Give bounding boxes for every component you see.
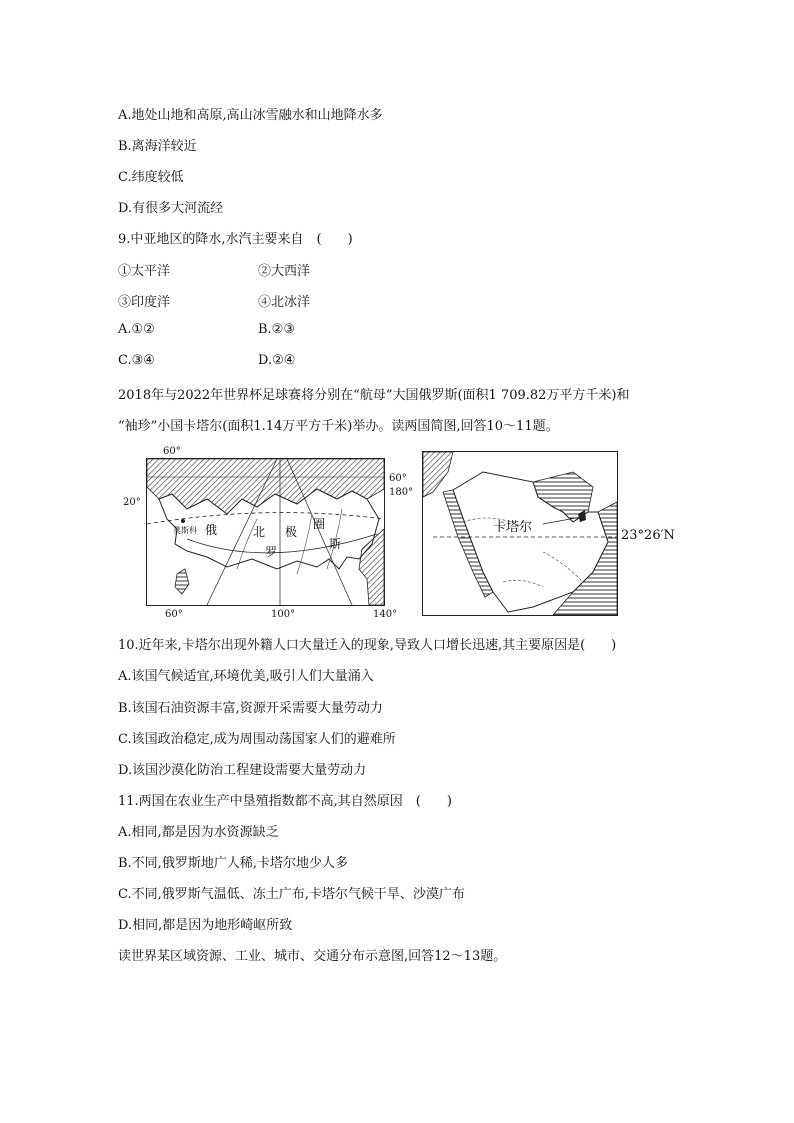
intro-12-13: 读世界某区域资源、工业、城市、交通分布示意图,回答12～13题。 xyxy=(118,949,507,964)
q8-option-a: A.地处山地和高原,高山冰雪融水和山地降水多 xyxy=(118,108,383,123)
q8-option-c: C.纬度较低 xyxy=(118,170,184,185)
russia-char-6: 斯 xyxy=(329,537,342,551)
q10-option-a: A.该国气候适宜,环境优美,吸引人们大量涌入 xyxy=(118,669,374,684)
russia-lon-180-label: 180° xyxy=(389,487,414,498)
q11-option-c: C.不同,俄罗斯气温低、冻土广布,卡塔尔气候干旱、沙漠广布 xyxy=(118,887,465,902)
q9-item-2: ②大西洋 xyxy=(258,264,311,279)
russia-map xyxy=(123,446,414,620)
q9-option-c: C.③④ xyxy=(118,353,155,368)
q11-option-a: A.相同,都是因为水资源缺乏 xyxy=(118,825,279,840)
q10-option-c: C.该国政治稳定,成为周围动荡国家人们的避难所 xyxy=(118,732,396,747)
q9-item-4: ④北冰洋 xyxy=(258,295,311,310)
moscow-label: 莫斯科 xyxy=(173,526,197,535)
russia-lat-60-right-label: 60° xyxy=(389,473,407,484)
q8-option-b: B.离海洋较近 xyxy=(118,139,197,154)
q10-option-d: D.该国沙漠化防治工程建设需要大量劳动力 xyxy=(118,763,367,778)
russia-char-3: 极 xyxy=(285,525,298,539)
q10-stem: 10.近年来,卡塔尔出现外籍人口大量迁入的现象,导致人口增长迅速,其主要原因是( ) xyxy=(118,638,617,653)
russia-char-2: 北 xyxy=(253,525,266,539)
q8-option-d: D.有很多大河流经 xyxy=(118,201,224,216)
qatar-latitude-label: 23°26′N xyxy=(621,528,675,543)
russia-lon-100-label: 100° xyxy=(271,609,296,620)
intro-10-11-line2: “袖珍”小国卡塔尔(面积1.14万平方千米)举办。读两国简图,回答10～11题。 xyxy=(118,419,559,434)
russia-char-4: 圈 xyxy=(313,517,326,531)
russia-lon-60-label: 60° xyxy=(165,609,183,620)
q9-option-a: A.①② xyxy=(118,322,155,337)
q9-item-1: ①太平洋 xyxy=(118,264,171,279)
intro-10-11-line1: 2018年与2022年世界杯足球赛将分别在“航母”大国俄罗斯(面积1 709.82万平方千米)和 xyxy=(118,388,630,403)
q10-option-b: B.该国石油资源丰富,资源开采需要大量劳动力 xyxy=(118,701,383,716)
q9-option-b: B.②③ xyxy=(258,322,295,337)
russia-lat-60-label: 60° xyxy=(163,446,181,457)
russia-char-5: 罗 xyxy=(265,545,278,559)
q11-stem: 11.两国在农业生产中垦殖指数都不高,其自然原因 ( ) xyxy=(118,794,452,809)
q9-item-3: ③印度洋 xyxy=(118,295,171,310)
russia-char-1: 俄 xyxy=(205,523,218,537)
russia-lon-140-label: 140° xyxy=(373,609,398,620)
qatar-map xyxy=(422,451,675,616)
q11-option-d: D.相同,都是因为地形崎岖所致 xyxy=(118,918,293,933)
q9-stem: 9.中亚地区的降水,水汽主要来自 ( ) xyxy=(118,232,353,247)
russia-lat-20-label: 20° xyxy=(123,497,141,508)
qatar-label: 卡塔尔 xyxy=(493,520,533,535)
q11-option-b: B.不同,俄罗斯地广人稀,卡塔尔地少人多 xyxy=(118,856,348,871)
q9-option-d: D.②④ xyxy=(258,353,296,368)
